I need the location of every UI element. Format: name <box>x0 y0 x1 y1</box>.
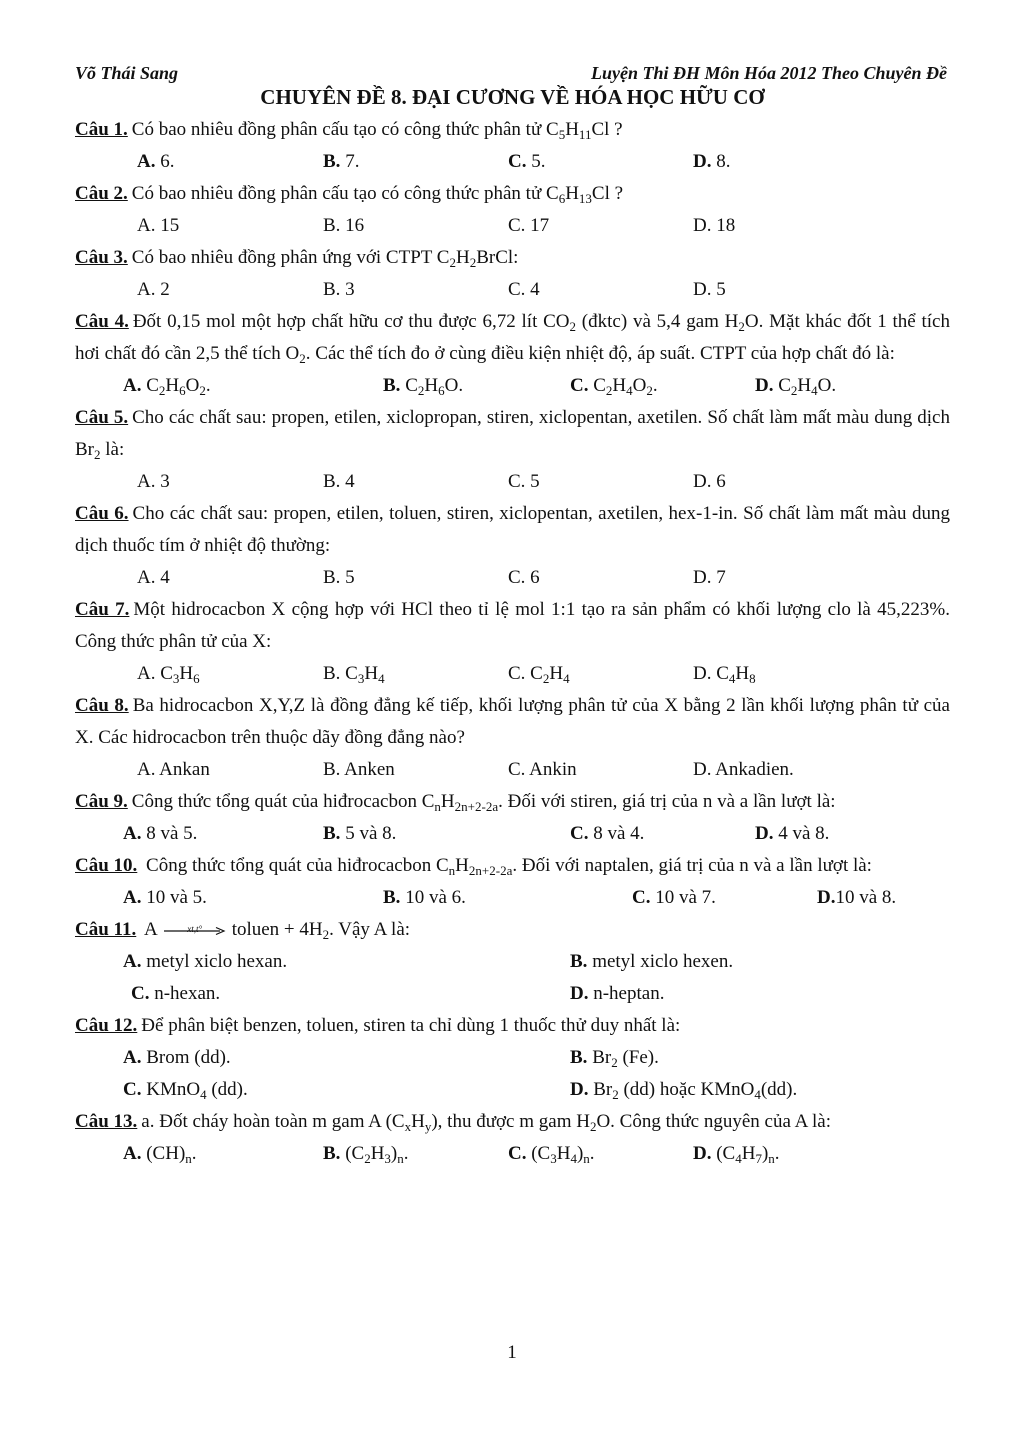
option-a: A. $C_3H_6$ <box>137 663 200 686</box>
option-b: B. $(C_2H_3)_n$. <box>323 1143 409 1166</box>
option-a: A. metyl xiclo hexan. <box>123 951 288 972</box>
option-c: C. 17 <box>508 215 550 236</box>
option-c: C. $(C_3H_4)_n$. <box>508 1143 595 1166</box>
option-b: B. 16 <box>323 215 365 236</box>
option-a: A. 3 <box>137 471 170 492</box>
option-b: B. 10 và 6. <box>383 887 466 908</box>
question-number: Câu 6. <box>75 503 129 524</box>
question-4: Câu 4. Đốt 0,15 mol một hợp chất hữu cơ thu được 6,72 lít $CO_2$ (đktc) và 5,4 gam $H_2O$. Mặt khác đốt 1 thể tích hơi chất đó cần 2,5 thể tích $O_2$. Các thể tích đo ở cùng điều kiện nhiệt độ, áp suất. CTPT của hợp chất đó là: A. $C_2H_6O_2$. B. $C_2H_6O$. C. $C_2H_4O_2$. D. $C_2H_4O$. <box>75 306 950 402</box>
option-a: A. $(CH)_n$. <box>123 1143 197 1166</box>
option-d: D.10 và 8. <box>817 887 897 908</box>
option-a: A. Ankan <box>137 759 210 780</box>
question-number: Câu 3. <box>75 247 128 268</box>
option-c: C. Ankin <box>508 759 577 780</box>
document-page <box>75 62 950 1170</box>
question-10: Câu 10. Công thức tổng quát của hiđrocacbon $C_nH_{2n+2-2a}$. Đối với naptalen, giá trị của n và a lần lượt là: A. 10 và 5. B. 10 và 6. C. 10 và 7. D.10 và 8. <box>75 850 950 914</box>
question-7: Câu 7. Một hidrocacbon X cộng hợp với HCl theo tỉ lệ mol 1:1 tạo ra sản phẩm có khối lượng clo là 45,223%. Công thức phân tử của X: A. $C_3H_6$ B. $C_3H_4$ C. $C_2H_4$ D. $C_4H_8$ <box>75 594 950 690</box>
reaction-arrow-icon: xt,t° <box>164 926 226 936</box>
option-c: C. 10 và 7. <box>632 887 716 908</box>
author-name: Võ Thái Sang <box>75 63 179 83</box>
option-b: B. 3 <box>323 279 355 300</box>
option-c: C. 5. <box>508 151 546 172</box>
question-number: Câu 12. <box>75 1015 138 1036</box>
option-c: C. 6 <box>508 567 540 588</box>
question-number: Câu 1. <box>75 119 128 140</box>
question-1: Câu 1. Có bao nhiêu đồng phân cấu tạo có công thức phân tử $C_5H_{11}Cl$ ? A. 6. B. 7. C. 5. D. 8. <box>75 114 950 178</box>
option-a: A. 15 <box>137 215 180 236</box>
question-9: Câu 9. Công thức tổng quát của hiđrocacbon $C_nH_{2n+2-2a}$. Đối với stiren, giá trị của n và a lần lượt là: A. 8 và 5. B. 5 và 8. C. 8 và 4. D. 4 và 8. <box>75 786 950 850</box>
question-number: Câu 4. <box>75 311 129 332</box>
option-d: D. $C_2H_4O$. <box>755 375 837 398</box>
question-3: Câu 3. Có bao nhiêu đồng phân ứng với CTPT $C_2H_2BrCl$: A. 2 B. 3 C. 4 D. 5 <box>75 242 950 306</box>
option-b: B. $Br_2$ (Fe). <box>570 1047 659 1070</box>
option-c: C. 5 <box>508 471 540 492</box>
option-c: C. n-hexan. <box>131 983 221 1004</box>
question-number: Câu 2. <box>75 183 128 204</box>
question-12: Câu 12. Để phân biệt benzen, toluen, stiren ta chỉ dùng 1 thuốc thử duy nhất là: A. Brom (dd). B. $Br_2$ (Fe). C. KMnO$_4$ (dd). D. $Br_2$ (dd) hoặc KMnO$_4$(dd). <box>75 1010 950 1106</box>
question-number: Câu 9. <box>75 791 128 812</box>
option-b: B. metyl xiclo hexen. <box>570 951 734 972</box>
question-number: Câu 7. <box>75 599 130 620</box>
option-a: A. 2 <box>137 279 170 300</box>
option-a: A. 4 <box>137 567 170 588</box>
option-a: A. 8 và 5. <box>123 823 198 844</box>
option-d: D. 6 <box>693 471 726 492</box>
option-d: D. Ankadien. <box>693 759 794 780</box>
question-11: Câu 11. A xt,t° toluen + $4H_2$. Vậy A là: A. metyl xiclo hexan. B. metyl xiclo hexen. C. n-hexan. D. n-heptan. <box>75 914 950 1010</box>
series-title: Luyện Thi ĐH Môn Hóa 2012 Theo Chuyên Đề <box>590 63 947 83</box>
option-b: B. 4 <box>323 471 355 492</box>
option-d: D. 5 <box>693 279 726 300</box>
option-c: C. $C_2H_4$ <box>508 663 570 686</box>
question-number: Câu 8. <box>75 695 129 716</box>
option-d: D. 4 và 8. <box>755 823 830 844</box>
option-b: B. 5 <box>323 567 355 588</box>
option-d: D. $Br_2$ (dd) hoặc KMnO$_4$(dd). <box>570 1079 798 1102</box>
question-2: Câu 2. Có bao nhiêu đồng phân cấu tạo có công thức phân tử $C_6H_{13}Cl$ ? A. 15 B. 16 C. 17 D. 18 <box>75 178 950 242</box>
question-5: Câu 5. Cho các chất sau: propen, etilen, xiclopropan, stiren, xiclopentan, axetilen. Số chất làm mất màu dung dịch $Br_2$ là: A. 3 B. 4 C. 5 D. 6 <box>75 402 950 498</box>
option-b: B. Anken <box>323 759 395 780</box>
question-number: Câu 10. <box>75 855 138 876</box>
option-d: D. 7 <box>693 567 726 588</box>
option-b: B. $C_3H_4$ <box>323 663 385 686</box>
option-b: B. 5 và 8. <box>323 823 397 844</box>
question-number: Câu 11. <box>75 919 137 940</box>
question-6: Câu 6. Cho các chất sau: propen, etilen, toluen, stiren, xiclopentan, axetilen, hex-1-in. Số chất làm mất màu dung dịch thuốc tím ở nhiệt độ thường: A. 4 B. 5 C. 6 D. 7 <box>75 498 950 594</box>
question-8: Câu 8. Ba hidrocacbon X,Y,Z là đồng đẳng kế tiếp, khối lượng phân tử của X bằng 2 lần khối lượng phân tử của X. Các hidrocacbon trên thuộc dãy đồng đẳng nào? A. Ankan B. Anken C. Ankin D. Ankadien. <box>75 690 950 786</box>
option-a: A. 10 và 5. <box>123 887 207 908</box>
question-number: Câu 5. <box>75 407 129 428</box>
option-d: D. $(C_4H_7)_n$. <box>693 1143 780 1166</box>
option-c: C. 8 và 4. <box>570 823 645 844</box>
question-13: Câu 13. a. Đốt cháy hoàn toàn m gam A $(C_xH_y)$, thu được m gam $H_2O$. Công thức nguyên của A là: A. $(CH)_n$. B. $(C_2H_3)_n$. C. $(C_3H_4)_n$. D. $(C_4H_7)_n$. <box>75 1106 950 1170</box>
option-c: C. 4 <box>508 279 540 300</box>
option-d: D. 8. <box>693 151 731 172</box>
option-c: C. KMnO$_4$ (dd). <box>123 1079 248 1102</box>
option-d: D. n-heptan. <box>570 983 665 1004</box>
option-d: D. 18 <box>693 215 736 236</box>
option-a: A. 6. <box>137 151 175 172</box>
question-number: Câu 13. <box>75 1111 138 1132</box>
option-b: B. 7. <box>323 151 360 172</box>
option-c: C. $C_2H_4O_2$. <box>570 375 658 398</box>
option-d: D. $C_4H_8$ <box>693 663 756 686</box>
page-number: 1 <box>507 1342 517 1363</box>
page-header <box>75 62 950 84</box>
option-a: A. Brom (dd). <box>123 1047 231 1068</box>
option-b: B. $C_2H_6O$. <box>383 375 464 398</box>
option-a: A. $C_2H_6O_2$. <box>123 375 211 398</box>
document-title: CHUYÊN ĐỀ 8. ĐẠI CƯƠNG VỀ HÓA HỌC HỮU CƠ <box>260 85 765 109</box>
